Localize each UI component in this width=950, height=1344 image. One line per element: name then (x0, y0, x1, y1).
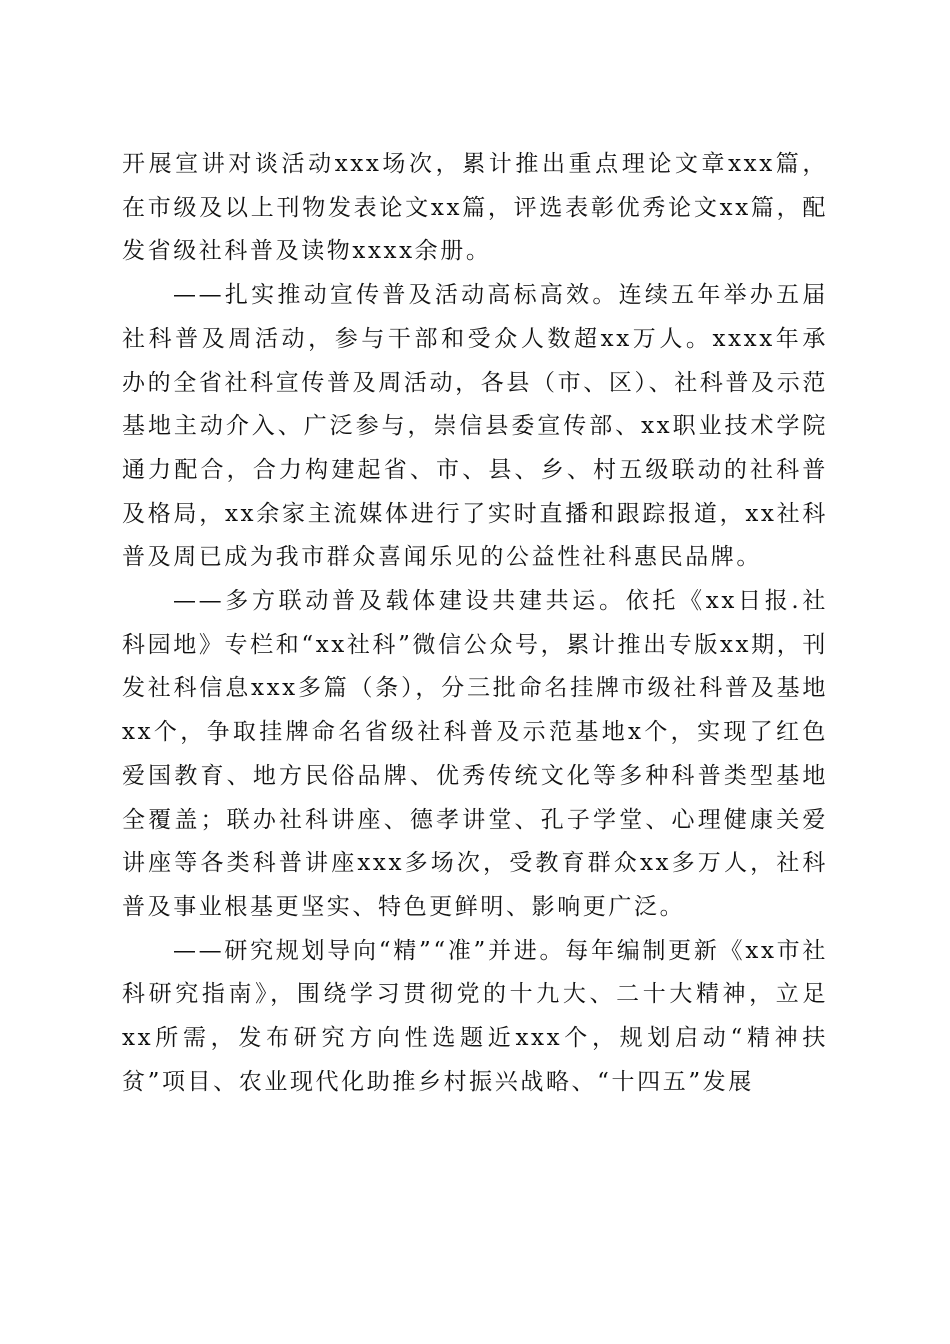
paragraph-continuation: 开展宣讲对谈活动xxx场次，累计推出重点理论文章xxx篇，在市级及以上刊物发表论文xx篇，评选表彰优秀论文xx篇，配发省级社科普及读物xxxx余册。 (122, 151, 828, 265)
paragraph-research-planning: ——研究规划导向“精”“准”并进。每年编制更新《xx市社科研究指南》，围绕学习贯彻党的十九大、二十大精神，立足xx所需，发布研究方向性选题近xxx个，规划启动“精神扶贫”项目、农业现代化助推乡村振兴战略、“十四五”发展 (122, 937, 828, 1095)
paragraph-publicity-activities: ——扎实推动宣传普及活动高标高效。连续五年举办五届社科普及周活动，参与干部和受众人数超xx万人。xxxx年承办的全省社科宣传普及周活动，各县（市、区）、社科普及示范基地主动介入、广泛参与，崇信县委宣传部、xx职业技术学院通力配合，合力构建起省、市、县、乡、村五级联动的社科普及格局，xx余家主流媒体进行了实时直播和跟踪报道，xx社科普及周已成为我市群众喜闻乐见的公益性社科惠民品牌。 (122, 282, 828, 571)
document-body (122, 143, 828, 1104)
paragraph-popularization-carriers: ——多方联动普及载体建设共建共运。依托《xx日报.社科园地》专栏和“xx社科”微信公众号，累计推出专版xx期，刊发社科信息xxx多篇（条），分三批命名挂牌市级社科普及基地xx个，争取挂牌命名省级社科普及示范基地x个，实现了红色爱国教育、地方民俗品牌、优秀传统文化等多种科普类型基地全覆盖；联办社科讲座、德孝讲堂、孔子学堂、心理健康关爱讲座等各类科普讲座xxx多场次，受教育群众xx多万人，社科普及事业根基更坚实、特色更鲜明、影响更广泛。 (122, 588, 828, 920)
